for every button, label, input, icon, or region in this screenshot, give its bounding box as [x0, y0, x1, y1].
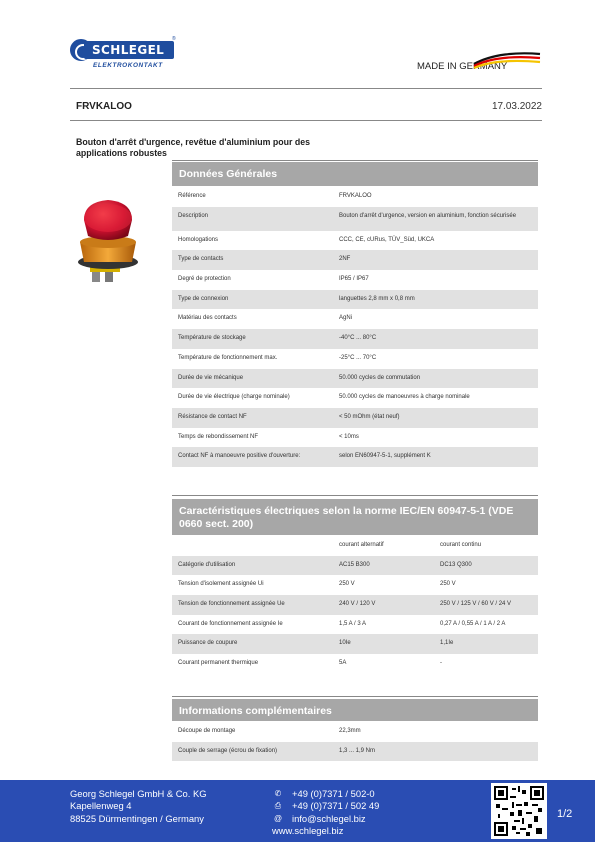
table-row: [172, 595, 538, 615]
row-value: CCC, CE, cURus, TÜV_Süd, UKCA: [339, 236, 435, 243]
logo-wordmark: SCHLEGEL: [84, 41, 174, 59]
row-label: Température de stockage: [178, 335, 246, 342]
title-divider: [70, 120, 542, 121]
table-row: [172, 742, 538, 762]
table-row: [172, 447, 538, 467]
table-row: [172, 309, 538, 329]
table-row: [172, 654, 538, 674]
page-footer: [0, 780, 595, 842]
company-street: Kapellenweg 4: [70, 800, 132, 812]
row-value: languettes 2,8 mm x 0,8 mm: [339, 295, 415, 302]
header-divider: [70, 88, 542, 89]
table-row: [172, 187, 538, 207]
table-row: [172, 408, 538, 428]
row-value-dc: 250 V / 125 V / 60 V / 24 V: [440, 601, 512, 608]
row-label: Type de contacts: [178, 256, 224, 263]
product-id: FRVKALOO: [76, 101, 132, 112]
row-label: Durée de vie électrique (charge nominale): [178, 394, 290, 401]
table-row: [172, 634, 538, 654]
row-value-dc: 250 V: [440, 581, 456, 588]
row-label: Catégorie d'utilisation: [178, 561, 236, 568]
email-link[interactable]: info@schlegel.biz: [292, 812, 366, 824]
column-header-ac: courant alternatif: [339, 542, 384, 548]
row-label: Degré de protection: [178, 276, 231, 283]
table-row: [172, 349, 538, 369]
row-label: Contact NF à manoeuvre positive d'ouverture:: [178, 453, 301, 460]
row-label: Couple de serrage (écrou de fixation): [178, 747, 278, 754]
company-name: Georg Schlegel GmbH & Co. KG: [70, 788, 207, 799]
table-row: [172, 575, 538, 595]
product-subtitle: Bouton d'arrêt d'urgence, revêtue d'aluminium pour des applications robustes: [76, 137, 311, 158]
table-row: [172, 270, 538, 290]
company-address: [70, 788, 207, 825]
row-label: Puissance de coupure: [178, 640, 238, 647]
row-value: 2NF: [339, 256, 351, 263]
row-label: Homologations: [178, 236, 219, 243]
table-row: [172, 290, 538, 310]
website-link[interactable]: www.schlegel.biz: [272, 825, 344, 836]
row-label: Temps de rebondissement NF: [178, 433, 259, 440]
made-in-germany-label: MADE IN GERMANY: [417, 61, 508, 72]
email-icon: @: [273, 813, 283, 823]
table-row: [172, 388, 538, 408]
row-value: < 50 mOhm (état neuf): [339, 413, 400, 420]
table-row: [172, 556, 538, 576]
fax-icon: ⎙: [274, 801, 282, 811]
table-row: [172, 207, 538, 231]
row-value-dc: 0,27 A / 0,55 A / 1 A / 2 A: [440, 620, 506, 627]
row-value: AgNi: [339, 315, 353, 322]
german-flag-swoosh-icon: [472, 50, 542, 72]
electrical-section-divider: [172, 495, 538, 496]
row-value-ac: 5A: [339, 660, 347, 667]
electrical-data-table: [172, 536, 538, 674]
row-label: Tension de fonctionnement assignée Ue: [178, 601, 285, 608]
emergency-stop-button-image: [70, 190, 150, 290]
row-value: Bouton d'arrêt d'urgence, version en aluminium, fonction sécurisée: [339, 212, 517, 219]
row-value-ac: 1,5 A / 3 A: [339, 620, 367, 627]
table-row: [172, 369, 538, 389]
company-contact: [272, 788, 379, 825]
row-value-dc: DC13 Q300: [440, 561, 472, 568]
phone-icon: ✆: [274, 789, 282, 798]
row-value: -40°C ... 80°C: [339, 335, 377, 342]
row-value-dc: -: [440, 660, 442, 667]
general-section-divider: [172, 160, 538, 161]
logo-tagline: ELEKTROKONTAKT: [93, 62, 163, 69]
row-label: Tension d'isolement assignée Ui: [178, 581, 264, 588]
electrical-section-header: Caractéristiques électriques selon la norme IEC/EN 60947-5-1 (VDE 0660 sect. 200): [172, 499, 538, 535]
table-row: [172, 250, 538, 270]
row-label: Matériau des contacts: [178, 315, 237, 322]
row-label: Température de fonctionnement max.: [178, 354, 278, 361]
table-row: [172, 428, 538, 448]
row-label: Résistance de contact NF: [178, 413, 247, 420]
extra-section-header: Informations complémentaires: [172, 699, 538, 721]
extra-data-table: [172, 722, 538, 761]
page-number: 1/2: [557, 808, 573, 820]
row-value-ac: AC15 B300: [339, 561, 370, 568]
row-value-dc: 1,1Ie: [440, 640, 454, 647]
row-value-ac: 10Ie: [339, 640, 351, 647]
row-value-ac: 250 V: [339, 581, 355, 588]
row-label: Découpe de montage: [178, 728, 236, 734]
row-value-ac: 240 V / 120 V: [339, 601, 376, 608]
row-value: 22,3mm: [339, 728, 361, 734]
extra-section-divider: [172, 696, 538, 697]
row-value: 50.000 cycles de manoeuvres à charge nominale: [339, 394, 470, 401]
company-city: 88525 Dürmentingen / Germany: [70, 812, 204, 824]
table-row: [172, 615, 538, 635]
row-value: 50.000 cycles de commutation: [339, 374, 421, 381]
row-value: < 10ms: [339, 433, 359, 440]
row-label: Description: [178, 212, 209, 219]
schlegel-logo: [70, 38, 176, 70]
row-value: FRVKALOO: [339, 193, 372, 199]
row-label: Courant de fonctionnement assignée Ie: [178, 620, 283, 627]
row-label: Référence: [178, 193, 206, 199]
general-data-table: [172, 187, 538, 467]
row-value: 1,3 ... 1,9 Nm: [339, 747, 376, 754]
logo-registered-mark: ®: [172, 36, 176, 42]
document-date: 17.03.2022: [491, 101, 542, 112]
row-value: -25°C ... 70°C: [339, 354, 377, 361]
fax-number[interactable]: +49 (0)7371 / 502 49: [292, 800, 380, 812]
row-label: Durée de vie mécanique: [178, 374, 244, 381]
general-section-header: Données Générales: [172, 162, 538, 186]
table-row: [172, 722, 538, 742]
column-header-dc: courant continu: [440, 542, 482, 548]
table-row: [172, 231, 538, 251]
row-value: selon EN60947-5-1, supplément K: [339, 453, 431, 460]
qr-code-icon: [491, 783, 547, 839]
electrical-column-header-row: [172, 536, 538, 556]
row-value: IP65 / IP67: [339, 276, 369, 283]
row-label: Courant permanent thermique: [178, 660, 259, 667]
phone-number[interactable]: +49 (0)7371 / 502-0: [292, 788, 375, 799]
table-row: [172, 329, 538, 349]
row-label: Type de connexion: [178, 295, 229, 302]
